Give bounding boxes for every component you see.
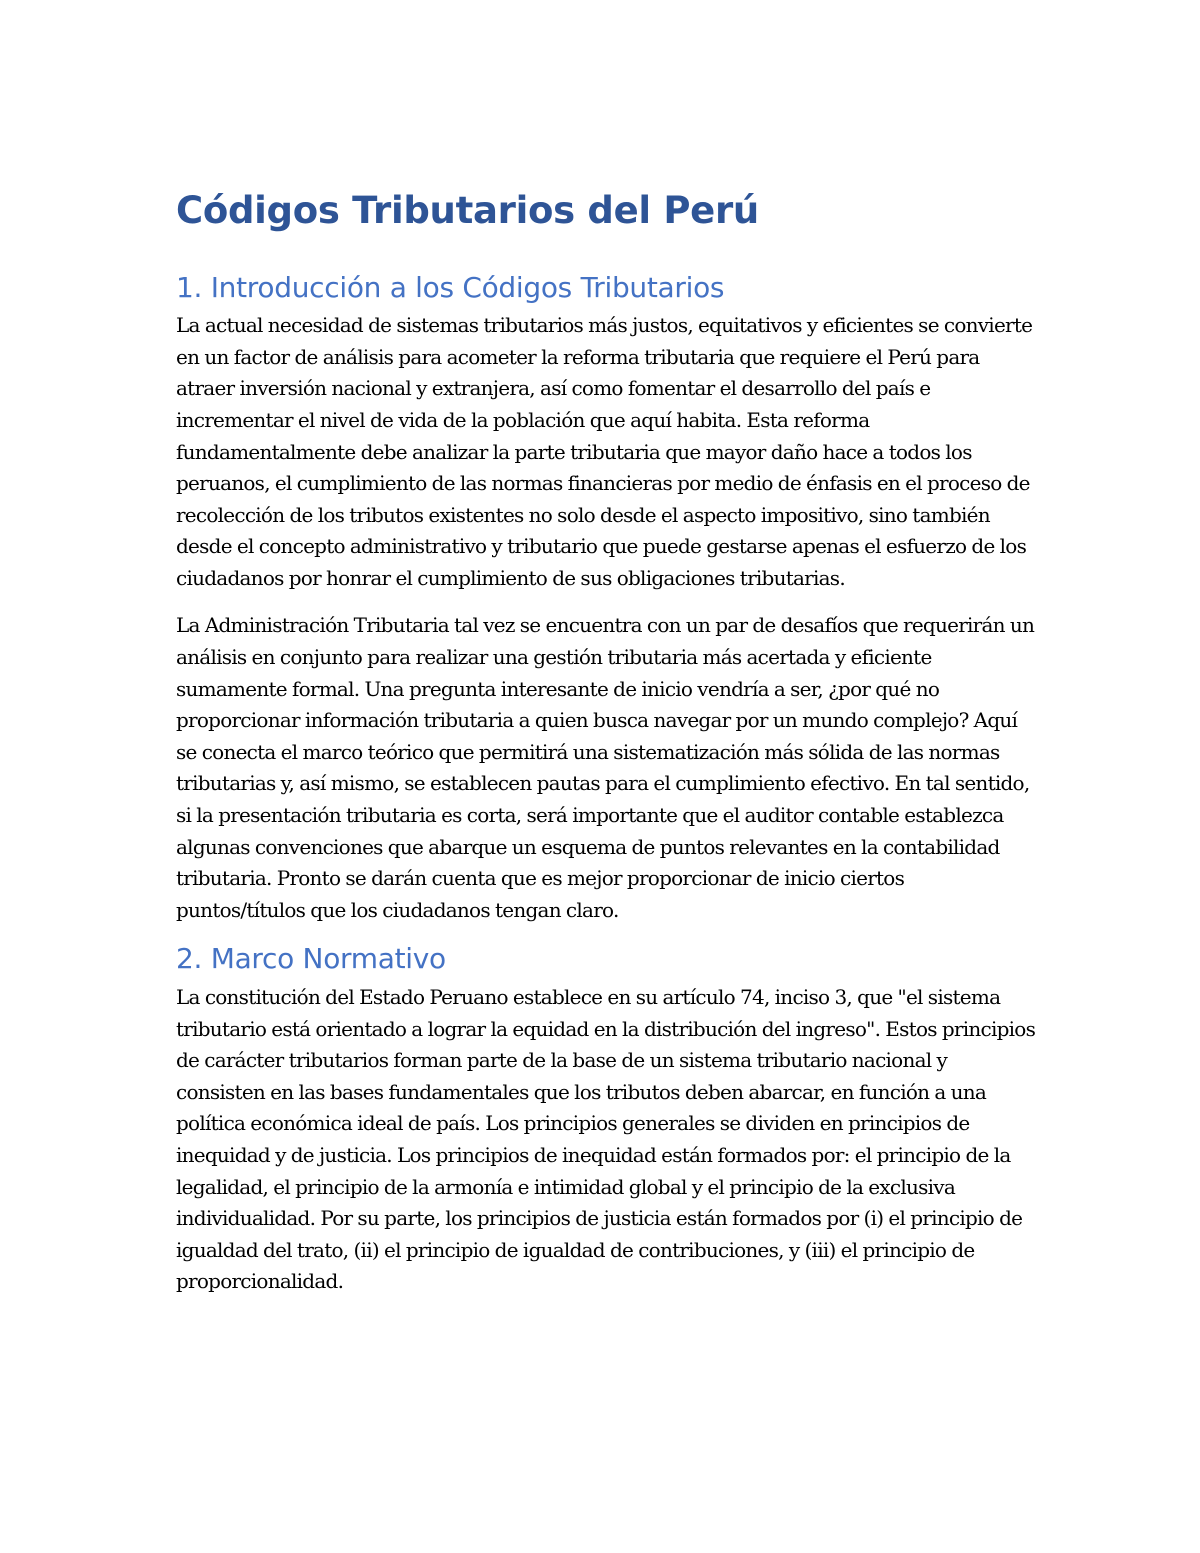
paragraph-introduccion-2: La Administración Tributaria tal vez se encuentra con un par de desafíos que requerirán un análisis en conjunto para realizar una gestión tributaria más acertada y eficiente sumamente formal. Una pregunta interesante de inicio vendría a ser, ¿por qué no proporcionar información tributaria a quien busca navegar por un mundo complejo? Aquí se conecta el marco teórico que permitirá una sistematización más sólida de las normas tributarias y, así mismo, se establecen pautas para el cumplimiento efectivo. En tal sentido, si la presentación tributaria es corta, será importante que el auditor contable establezca algunas convenciones que abarque un esquema de puntos relevantes en la contabilidad tributaria. Pronto se darán cuenta que es mejor proporcionar de inicio ciertos puntos/títulos que los ciudadanos tengan claro. bbox=[176, 613, 1035, 922]
paragraph-marco-normativo-1: La constitución del Estado Peruano establece en su artículo 74, inciso 3, que "el sistema tributario está orientado a lograr la equidad en la distribución del ingreso". Estos principios de carácter tributarios forman parte de la base de un sistema tributario nacional y consisten en las bases fundamentales que los tributos deben abarcar, en función a una política económica ideal de país. Los principios generales se dividen en principios de inequidad y de justicia. Los principios de inequidad están formados por: el principio de la legalidad, el principio de la armonía e intimidad global y el principio de la exclusiva individualidad. Por su parte, los principios de justicia están formados por (i) el principio de igualdad del trato, (ii) el principio de igualdad de contribuciones, y (iii) el principio de proporcionalidad. bbox=[176, 985, 1036, 1294]
paragraph-introduccion-1: La actual necesidad de sistemas tributarios más justos, equitativos y eficientes se convierte en un factor de análisis para acometer la reforma tributaria que requiere el Perú para atraer inversión nacional y extranjera, así como fomentar el desarrollo del país e incrementar el nivel de vida de la población que aquí habita. Esta reforma fundamentalmente debe analizar la parte tributaria que mayor daño hace a todos los peruanos, el cumplimiento de las normas financieras por medio de énfasis en el proceso de recolección de los tributos existentes no solo desde el aspecto impositivo, sino también desde el concepto administrativo y tributario que puede gestarse apenas el esfuerzo de los ciudadanos por honrar el cumplimiento de sus obligaciones tributarias. bbox=[176, 313, 1033, 590]
document-page bbox=[176, 190, 1036, 1314]
section-heading-introduccion: 1. Introducción a los Códigos Tributarios bbox=[176, 270, 725, 304]
section-heading-marco-normativo: 2. Marco Normativo bbox=[176, 942, 446, 976]
document-title: Códigos Tributarios del Perú bbox=[176, 189, 759, 232]
